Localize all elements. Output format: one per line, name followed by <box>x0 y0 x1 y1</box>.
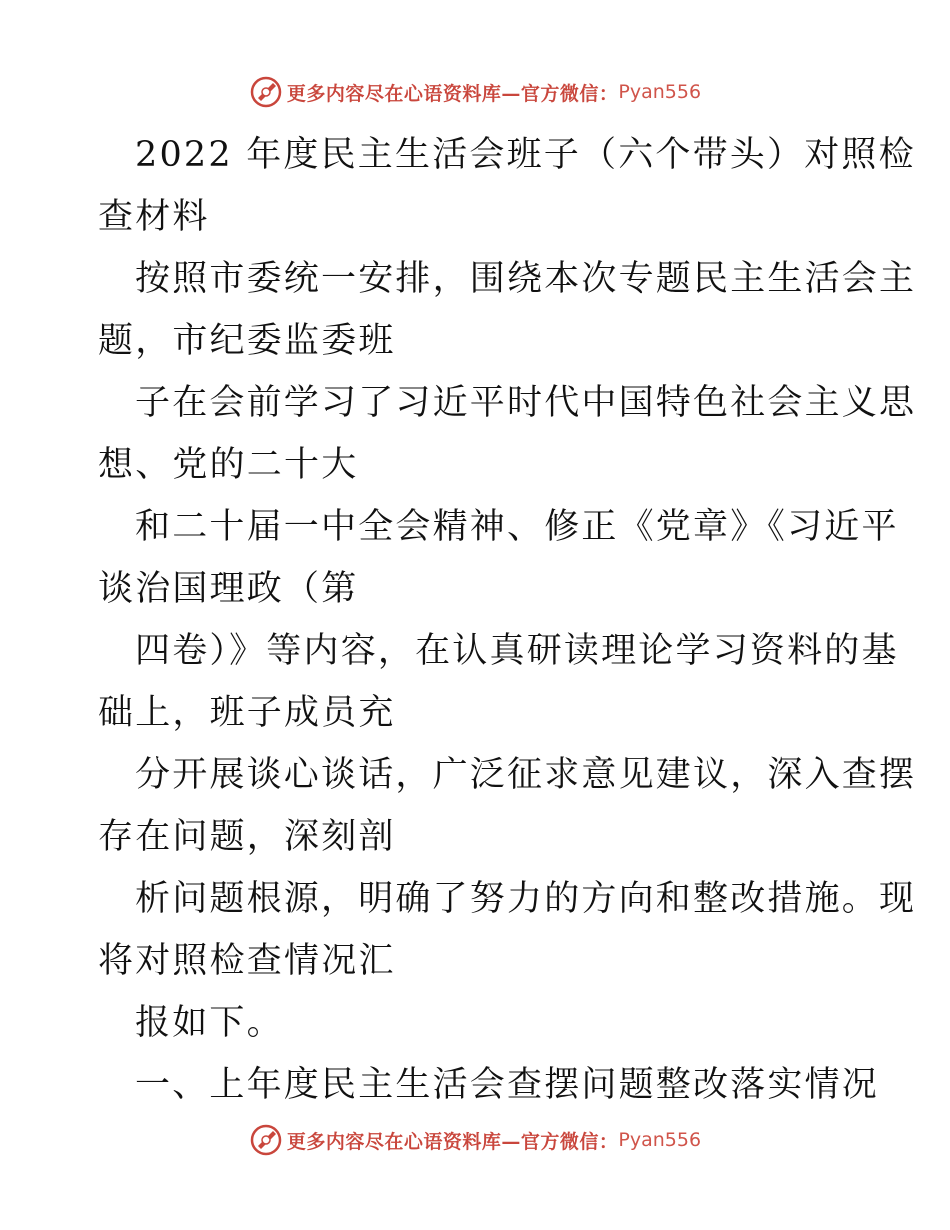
document-line: 查材料 <box>98 197 210 237</box>
document-line: 四卷）》等内容，在认真研读理论学习资料的基 <box>135 631 899 671</box>
document-line: 将对照检查情况汇 <box>98 941 396 981</box>
seal-logo-icon <box>249 1123 283 1157</box>
watermark-wechat-id: Pyan556 <box>618 1129 702 1151</box>
document-line: 想、党的二十大 <box>98 445 359 485</box>
seal-logo-icon <box>249 75 283 109</box>
document-line: 础上，班子成员充 <box>98 693 396 733</box>
document-line: 报如下。 <box>135 1003 284 1043</box>
watermark-text: 更多内容尽在心语资料库—官方微信： <box>286 82 619 105</box>
document-body <box>98 124 917 1116</box>
document-line: 子在会前学习了习近平时代中国特色社会主义思 <box>135 383 917 423</box>
header-watermark <box>0 72 950 112</box>
document-line: 谈治国理政（第 <box>98 569 359 609</box>
watermark-text: 更多内容尽在心语资料库—官方微信： <box>286 1130 619 1153</box>
document-line: 析问题根源，明确了努力的方向和整改措施。现 <box>135 879 917 919</box>
document-line: 2022 年度民主生活会班子（六个带头）对照检 <box>135 135 916 175</box>
document-line: 按照市委统一安排，围绕本次专题民主生活会主 <box>135 259 917 299</box>
footer-watermark <box>0 1120 950 1160</box>
document-line: 题，市纪委监委班 <box>98 321 396 361</box>
watermark-wechat-id: Pyan556 <box>618 81 702 103</box>
document-line: 存在问题，深刻剖 <box>98 817 396 857</box>
document-line: 和二十届一中全会精神、修正《党章》《习近平 <box>135 507 899 547</box>
document-line: 分开展谈心谈话，广泛征求意见建议，深入查摆 <box>135 755 917 795</box>
section-heading: 一、上年度民主生活会查摆问题整改落实情况 <box>135 1065 880 1105</box>
